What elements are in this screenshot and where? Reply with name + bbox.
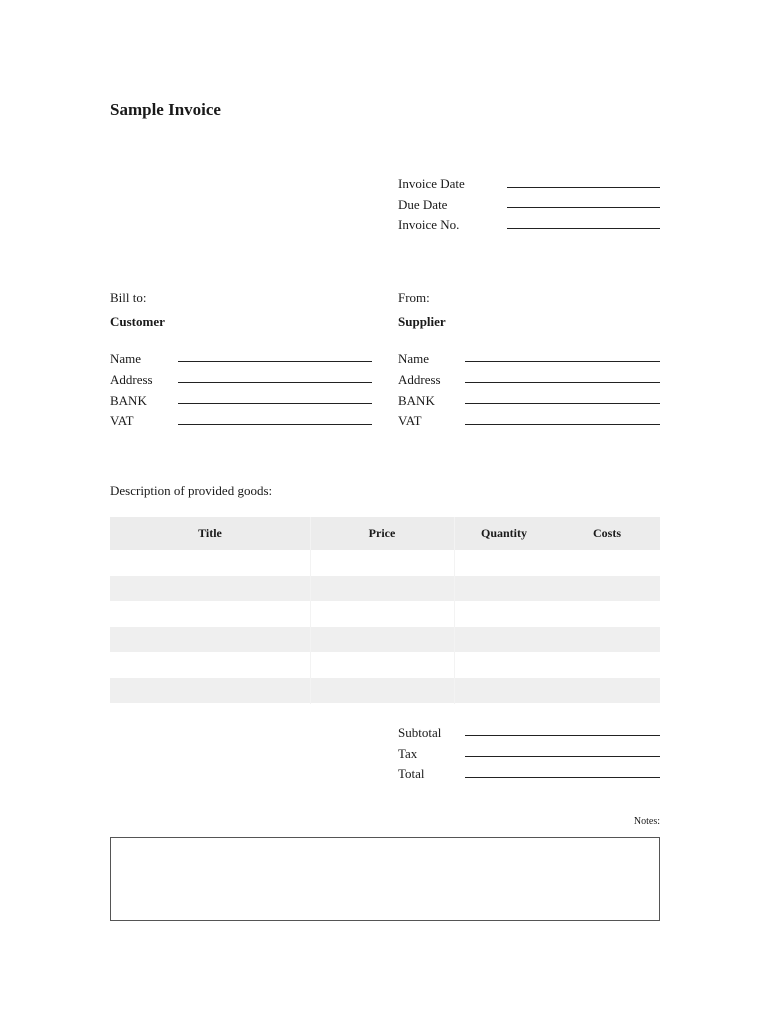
invoice-date-label: Invoice Date xyxy=(398,176,465,191)
table-row[interactable] xyxy=(110,652,660,678)
column-costs: Costs xyxy=(592,526,621,540)
invoice-no-field[interactable] xyxy=(507,228,660,229)
supplier-address-label: Address xyxy=(398,372,441,387)
subtotal-label: Subtotal xyxy=(398,725,442,740)
total-field[interactable] xyxy=(465,777,660,778)
notes-box[interactable] xyxy=(110,837,660,921)
table-row[interactable] xyxy=(110,601,660,627)
customer-bank-field[interactable] xyxy=(178,403,372,404)
column-divider xyxy=(454,517,455,704)
supplier-address-field[interactable] xyxy=(465,382,660,383)
total-label: Total xyxy=(398,766,425,781)
supplier-vat-label: VAT xyxy=(398,413,422,428)
table-row[interactable] xyxy=(110,678,660,704)
table-row[interactable] xyxy=(110,627,660,653)
bill-to-heading: Bill to: xyxy=(110,290,147,305)
customer-address-label: Address xyxy=(110,372,153,387)
column-price: Price xyxy=(368,526,396,540)
customer-name-label: Name xyxy=(110,351,142,366)
column-title: Title xyxy=(198,526,222,540)
tax-label: Tax xyxy=(398,746,418,761)
supplier-name-label: Name xyxy=(398,351,430,366)
customer-name-field[interactable] xyxy=(178,361,372,362)
supplier-bank-field[interactable] xyxy=(465,403,660,404)
table-row[interactable] xyxy=(110,576,660,602)
customer-address-field[interactable] xyxy=(178,382,372,383)
page-title: Sample Invoice xyxy=(110,100,221,119)
column-divider xyxy=(310,517,311,704)
supplier-bank-label: BANK xyxy=(398,393,435,408)
notes-label: Notes: xyxy=(633,816,660,827)
customer-heading: Customer xyxy=(110,314,165,329)
tax-field[interactable] xyxy=(465,756,660,757)
column-quantity: Quantity xyxy=(480,526,527,540)
customer-vat-field[interactable] xyxy=(178,424,372,425)
due-date-label: Due Date xyxy=(398,197,448,212)
goods-table xyxy=(110,517,660,703)
customer-bank-label: BANK xyxy=(110,393,147,408)
goods-heading: Description of provided goods: xyxy=(110,483,273,498)
subtotal-field[interactable] xyxy=(465,735,660,736)
invoice-no-label: Invoice No. xyxy=(398,217,460,232)
supplier-heading: Supplier xyxy=(398,314,446,329)
supplier-vat-field[interactable] xyxy=(465,424,660,425)
customer-vat-label: VAT xyxy=(110,413,134,428)
invoice-date-field[interactable] xyxy=(507,187,660,188)
due-date-field[interactable] xyxy=(507,207,660,208)
table-row[interactable] xyxy=(110,550,660,576)
goods-table-header xyxy=(110,517,660,550)
supplier-name-field[interactable] xyxy=(465,361,660,362)
from-heading: From: xyxy=(398,290,430,305)
